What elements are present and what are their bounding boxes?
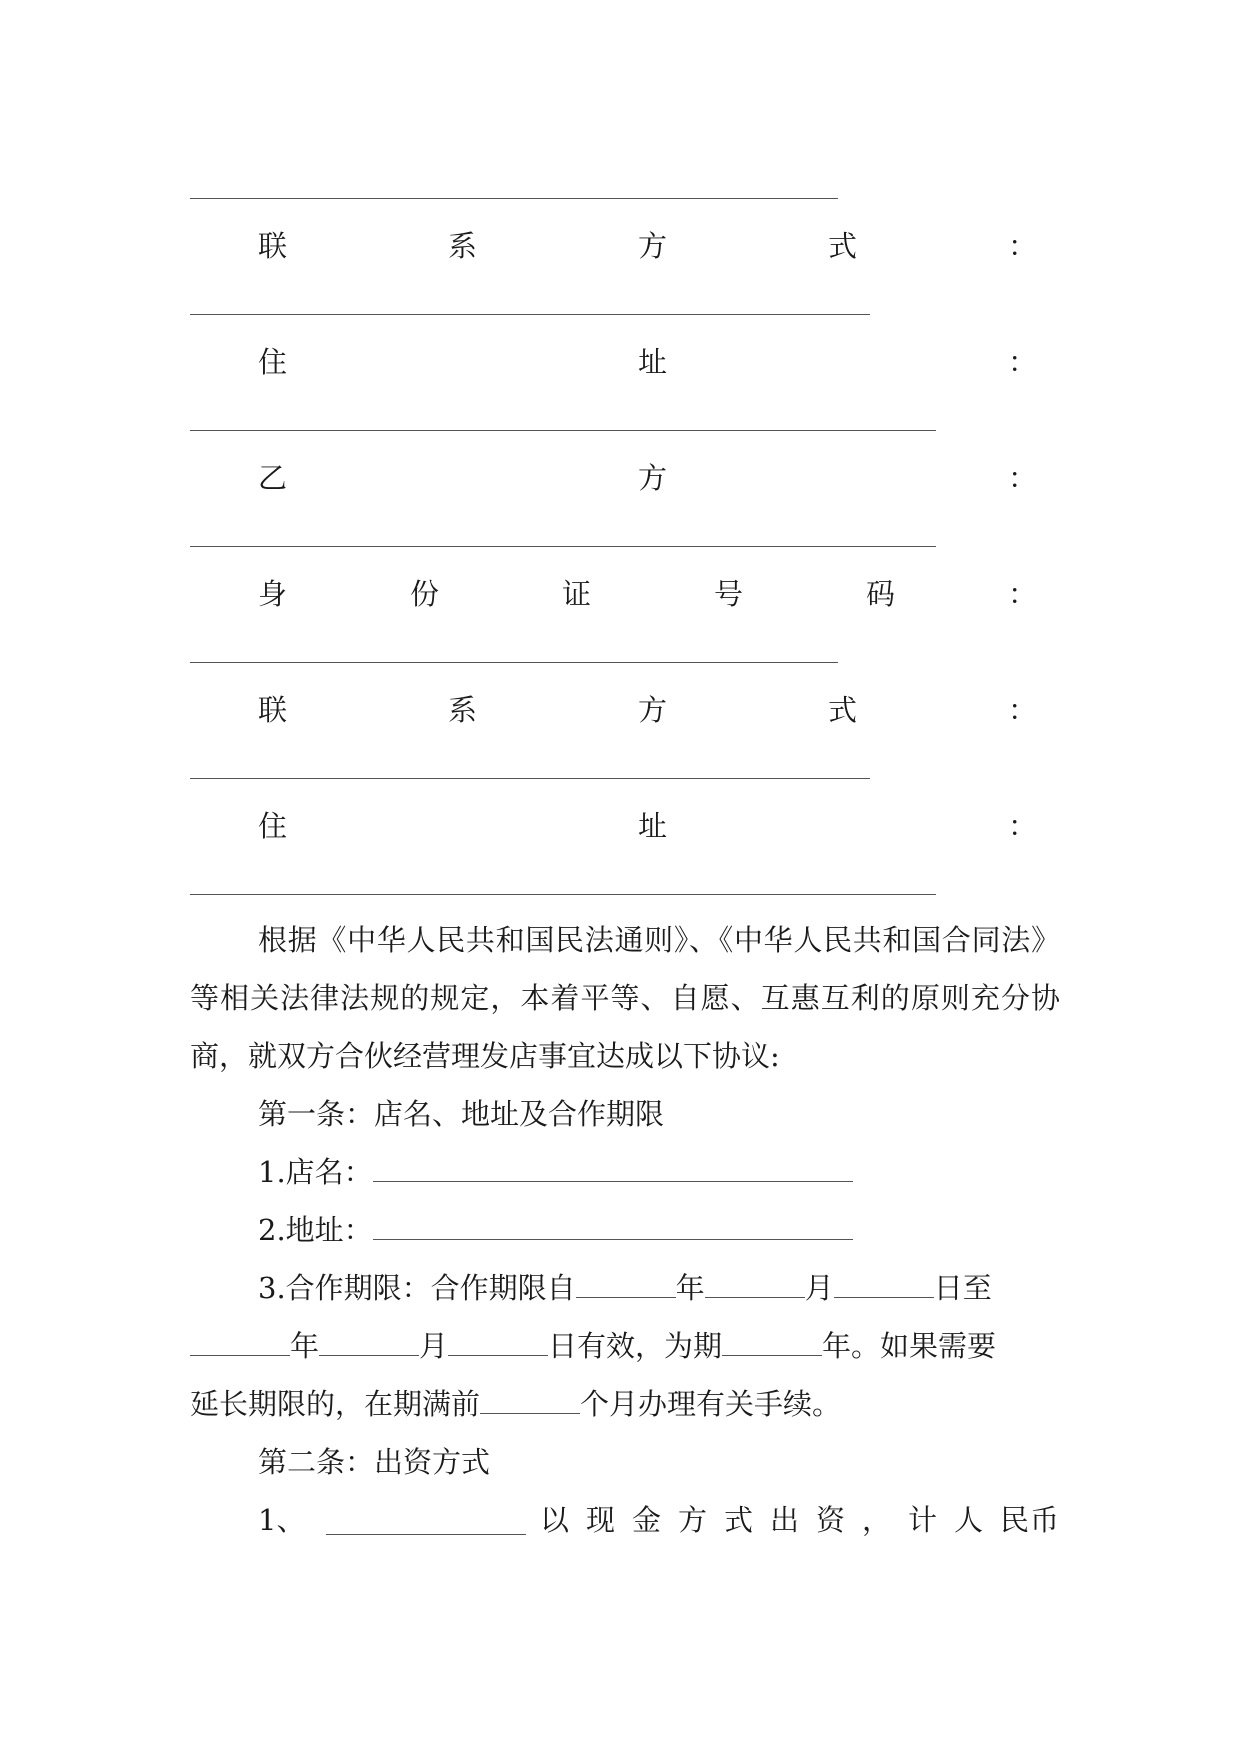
underline-blank <box>190 546 936 547</box>
start-day-blank[interactable] <box>834 1271 934 1298</box>
field-colon: ： <box>1008 693 1038 727</box>
field-char: 系 <box>448 693 478 727</box>
field-char: 联 <box>258 229 288 263</box>
address-field-a <box>258 342 1038 382</box>
article1-heading: 第一条：店名、地址及合作期限 <box>258 1097 665 1131</box>
text-char: 方 <box>678 1503 708 1537</box>
term-label: 3.合作期限：合作期限自 <box>258 1271 576 1305</box>
year-tail-label: 年。如果需要 <box>822 1329 997 1363</box>
field-char: 住 <box>258 809 288 843</box>
field-char: 方 <box>638 229 668 263</box>
investment-line <box>258 1500 1060 1540</box>
party-b-field <box>258 458 1038 498</box>
text-char: ， <box>862 1503 892 1537</box>
extension-label: 延长期限的，在期满前 <box>190 1387 481 1421</box>
field-char: 身 <box>258 577 288 611</box>
month-label: 月 <box>804 1271 834 1305</box>
year-label: 年 <box>675 1271 705 1305</box>
field-char: 式 <box>828 693 858 727</box>
months-blank[interactable] <box>480 1387 580 1414</box>
address-line <box>190 1210 1060 1250</box>
field-colon: ： <box>1008 345 1038 379</box>
text-char: 民 <box>1000 1503 1030 1537</box>
text-char: 人 <box>954 1503 984 1537</box>
text-char: 出 <box>770 1503 800 1537</box>
duration-blank[interactable] <box>722 1329 822 1356</box>
field-char: 住 <box>258 345 288 379</box>
term-line-1 <box>190 1268 1060 1308</box>
end-day-blank[interactable] <box>448 1329 548 1356</box>
year-label: 年 <box>290 1329 320 1363</box>
field-char: 码 <box>866 577 896 611</box>
field-char: 联 <box>258 693 288 727</box>
intro-paragraph: 根据《中华人民共和国民法通则》、《中华人民共和国合同法》等相关法律法规的规定，本着平等、自愿、互惠互利的原则充分协商，就双方合伙经营理发店事宜达成以下协议: <box>190 923 1060 1073</box>
underline-blank <box>190 778 870 779</box>
text-char: 金 <box>632 1503 662 1537</box>
investor-blank[interactable] <box>326 1508 526 1535</box>
term-line-2 <box>190 1326 1060 1366</box>
field-colon: ： <box>1008 577 1038 611</box>
field-char: 证 <box>562 577 592 611</box>
day-to-label: 日至 <box>933 1271 992 1305</box>
start-year-blank[interactable] <box>576 1271 676 1298</box>
underline-blank <box>190 314 870 315</box>
month-label: 月 <box>419 1329 449 1363</box>
store-name-line <box>190 1152 1060 1192</box>
store-name-blank[interactable] <box>373 1155 853 1182</box>
end-month-blank[interactable] <box>319 1329 419 1356</box>
item-number: 1、 <box>258 1503 306 1537</box>
field-char: 址 <box>638 345 668 379</box>
text-char: 币 <box>1030 1503 1060 1537</box>
id-number-field <box>258 574 1038 614</box>
field-colon: ： <box>1008 461 1038 495</box>
field-char: 址 <box>638 809 668 843</box>
underline-blank <box>190 198 838 199</box>
end-year-blank[interactable] <box>190 1329 290 1356</box>
address-blank[interactable] <box>373 1213 853 1240</box>
field-char: 方 <box>638 461 668 495</box>
field-char: 号 <box>714 577 744 611</box>
underline-blank <box>190 430 936 431</box>
term-line-3 <box>190 1384 1060 1424</box>
field-colon: ： <box>1008 229 1038 263</box>
field-char: 系 <box>448 229 478 263</box>
article2-heading: 第二条：出资方式 <box>258 1445 491 1479</box>
field-char: 乙 <box>258 461 288 495</box>
address-field-b <box>258 806 1038 846</box>
field-char: 式 <box>828 229 858 263</box>
text-char: 计 <box>908 1503 938 1537</box>
contact-field-b <box>258 690 1038 730</box>
day-valid-label: 日有效，为期 <box>548 1329 723 1363</box>
underline-blank <box>190 662 838 663</box>
text-char: 式 <box>724 1503 754 1537</box>
extension-tail-label: 个月办理有关手续。 <box>580 1387 842 1421</box>
field-colon: ： <box>1008 809 1038 843</box>
field-char: 份 <box>410 577 440 611</box>
text-char: 资 <box>816 1503 846 1537</box>
store-name-label: 1.店名： <box>258 1155 373 1189</box>
text-char: 现 <box>586 1503 616 1537</box>
underline-blank <box>190 894 936 895</box>
start-month-blank[interactable] <box>705 1271 805 1298</box>
address-label: 2.地址： <box>258 1213 373 1247</box>
field-char: 方 <box>638 693 668 727</box>
text-char: 以 <box>540 1503 570 1537</box>
contact-field-a <box>258 226 1038 266</box>
